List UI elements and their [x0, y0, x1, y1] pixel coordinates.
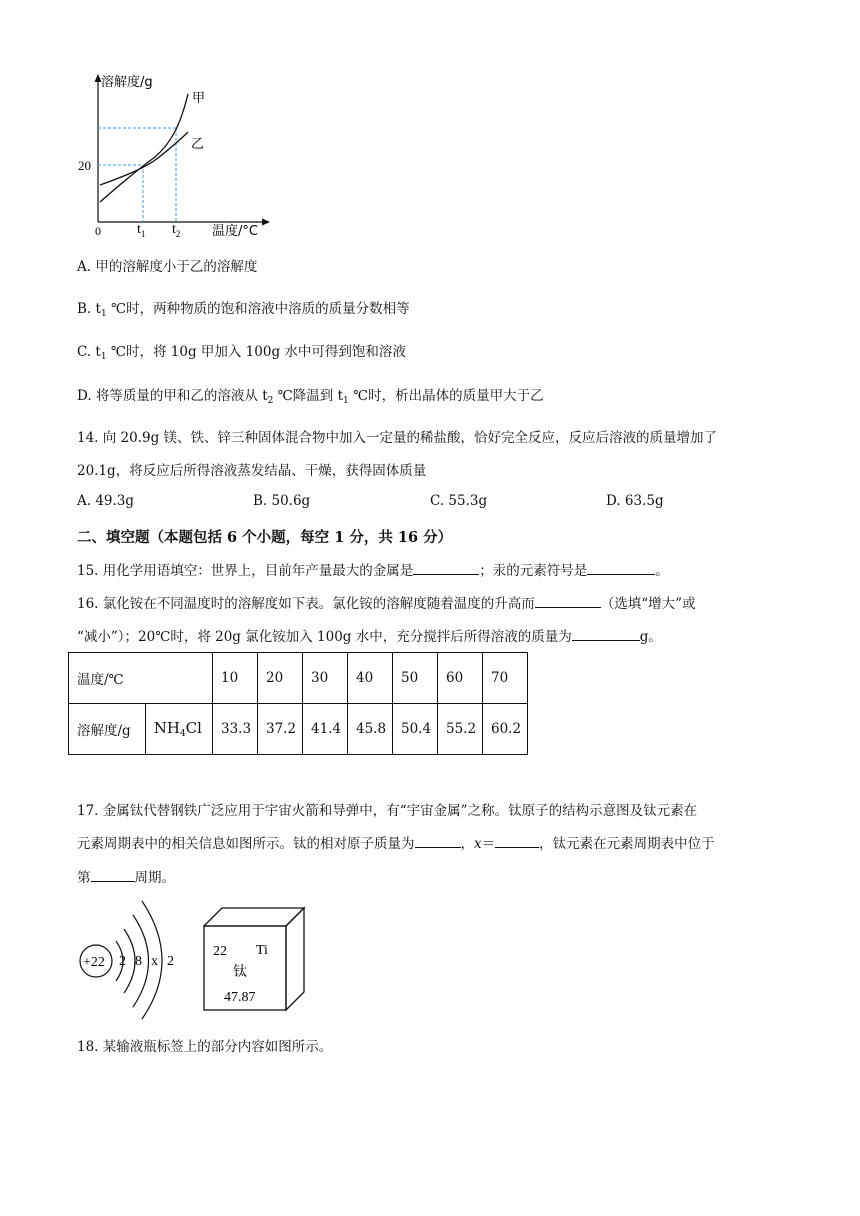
curve-jia: [100, 94, 188, 202]
q13-option-d: [77, 384, 544, 406]
q13-d-pre: D. 将等质量的甲和乙的溶液从 t: [77, 388, 268, 404]
q15: [77, 559, 669, 579]
q14-option-d: D. 63.5g: [606, 493, 664, 509]
q17-x-var: x: [474, 836, 482, 852]
table-cell-temp: 70: [483, 653, 528, 704]
q17-line3: [77, 866, 175, 886]
titanium-atom-diagram: [76, 895, 196, 1020]
q17-l2-post: ，钛元素在元素周期表中位于: [539, 836, 715, 852]
q13-d-post: ℃时，析出晶体的质量甲大于乙: [348, 388, 544, 404]
q13-d-sub1: 2: [267, 396, 274, 406]
q16-blank-1[interactable]: [535, 595, 601, 608]
table-cell-solubility: 33.3: [213, 704, 258, 755]
q13-d-sub2: 1: [343, 396, 349, 406]
q14-option-a: A. 49.3g: [77, 493, 135, 509]
table-cell-temp: 40: [348, 653, 393, 704]
table-cell-solubility: 60.2: [483, 704, 528, 755]
x-axis-arrow: [262, 219, 270, 226]
curve-jia-label: 甲: [192, 91, 206, 106]
q13-b-pre: B. t: [77, 301, 101, 317]
table-row-solubility: [69, 704, 528, 755]
solubility-table: [68, 652, 528, 755]
origin-label: 0: [95, 224, 101, 238]
nucleus-charge: +22: [83, 955, 105, 970]
table-cell-solubility: 55.2: [438, 704, 483, 755]
q13-c-pre: C. t: [77, 344, 101, 360]
q17-l2-mid1: ，: [460, 836, 474, 852]
t1-label: $t_1$: [137, 222, 146, 239]
table-cell-solubility: 45.8: [348, 704, 393, 755]
q17-blank-2[interactable]: [495, 835, 539, 848]
table-cell-solubility: 37.2: [258, 704, 303, 755]
q14-option-b: B. 50.6g: [253, 493, 311, 509]
q16-l1-pre: 16. 氯化铵在不同温度时的溶解度如下表。氯化铵的溶解度随着温度的升高而: [77, 596, 535, 612]
atomic-number: 22: [213, 944, 227, 959]
q15-blank-1[interactable]: [413, 562, 479, 575]
q15-end: 。: [655, 563, 669, 579]
q17-line1: 17. 金属钛代替钢铁广泛应用于宇宙火箭和导弹中，有“宇宙金属”之称。钛原子的结构示意图及钛元素在: [77, 803, 698, 819]
curve-yi: [100, 132, 188, 185]
q16-l2-post: g。: [639, 629, 662, 645]
q14-line2: 20.1g，将反应后所得溶液蒸发结晶、干燥，获得固体质量: [77, 463, 427, 479]
q14-line1: 14. 向 20.9g 镁、铁、锌三种固体混合物中加入一定量的稀盐酸，恰好完全反应，反应后溶液的质量增加了: [77, 430, 718, 446]
q16-line2: [77, 625, 662, 645]
q15-mid: ；汞的元素符号是: [479, 563, 588, 579]
atomic-mass: 47.87: [224, 990, 256, 1005]
q13-b-sub: 1: [100, 309, 107, 319]
cell-side-face: [286, 908, 304, 1010]
table-cell-temp: 60: [438, 653, 483, 704]
shell-count-4: 2: [167, 954, 174, 969]
q17-line2: [77, 832, 715, 852]
table-cell-temp: 10: [213, 653, 258, 704]
q17-l2-mid2: ＝: [481, 836, 496, 852]
table-cell-solubility: 41.4: [303, 704, 348, 755]
q15-pre: 15. 用化学用语填空：世界上，目前年产量最大的金属是: [77, 563, 414, 579]
t2-label: $t_2$: [172, 222, 181, 239]
q16-l1-post: （选填“增大”或: [600, 596, 696, 612]
table-cell-substance: [145, 704, 212, 755]
table-header-solubility: 溶解度/g: [69, 704, 146, 755]
q13-c-post: ℃时，将 10g 甲加入 100g 水中可得到饱和溶液: [106, 344, 406, 360]
q18: 18. 某输液瓶标签上的部分内容如图所示。: [77, 1039, 333, 1055]
q16-l2-pre: “减小”）；20℃时，将 20g 氯化铵加入 100g 水中，充分搅拌后所得溶液的质量为: [77, 629, 572, 645]
table-cell-temp: 20: [258, 653, 303, 704]
q13-d-mid: ℃降温到 t: [273, 388, 343, 404]
section-heading-fill-in: 二、填空题（本题包括 6 个小题，每空 1 分，共 16 分）: [77, 529, 453, 546]
table-header-temperature: 温度/℃: [69, 653, 213, 704]
substance-nh: NH: [153, 719, 180, 737]
q17-blank-1[interactable]: [415, 835, 461, 848]
q17-blank-3[interactable]: [91, 869, 135, 882]
solubility-graph: [70, 72, 280, 242]
element-symbol: Ti: [256, 943, 268, 958]
substance-cl: Cl: [185, 719, 202, 737]
q13-option-a: A. 甲的溶解度小于乙的溶解度: [77, 259, 258, 275]
table-cell-temp: 50: [393, 653, 438, 704]
curve-yi-label: 乙: [191, 137, 205, 152]
q17-l3-pre: 第: [77, 870, 91, 886]
shell-count-1: 2: [119, 954, 126, 969]
q17-l3-post: 周期。: [134, 870, 175, 886]
x-axis-label: 温度/°C: [212, 224, 258, 239]
q13-c-sub: 1: [100, 352, 107, 362]
y-tick-20: 20: [78, 158, 91, 173]
q13-option-c: [77, 340, 406, 362]
table-cell-solubility: 50.4: [393, 704, 438, 755]
q13-b-post: ℃时，两种物质的饱和溶液中溶质的质量分数相等: [106, 301, 410, 317]
q13-option-b: [77, 297, 410, 319]
titanium-element-cell: [198, 904, 310, 1016]
table-cell-temp: 30: [303, 653, 348, 704]
shell-count-3: x: [151, 954, 158, 969]
q17-l2-pre: 元素周期表中的相关信息如图所示。钛的相对原子质量为: [77, 836, 415, 852]
q15-blank-2[interactable]: [587, 562, 655, 575]
q16-line1: [77, 592, 696, 612]
q16-blank-2[interactable]: [572, 628, 640, 641]
y-axis-label: 溶解度/g: [101, 75, 153, 90]
substance-sub: 4: [179, 729, 186, 739]
q14-option-c: C. 55.3g: [430, 493, 488, 509]
table-row-temperature: [69, 653, 528, 704]
element-name: 钛: [233, 964, 247, 980]
shell-count-2: 8: [135, 954, 142, 969]
